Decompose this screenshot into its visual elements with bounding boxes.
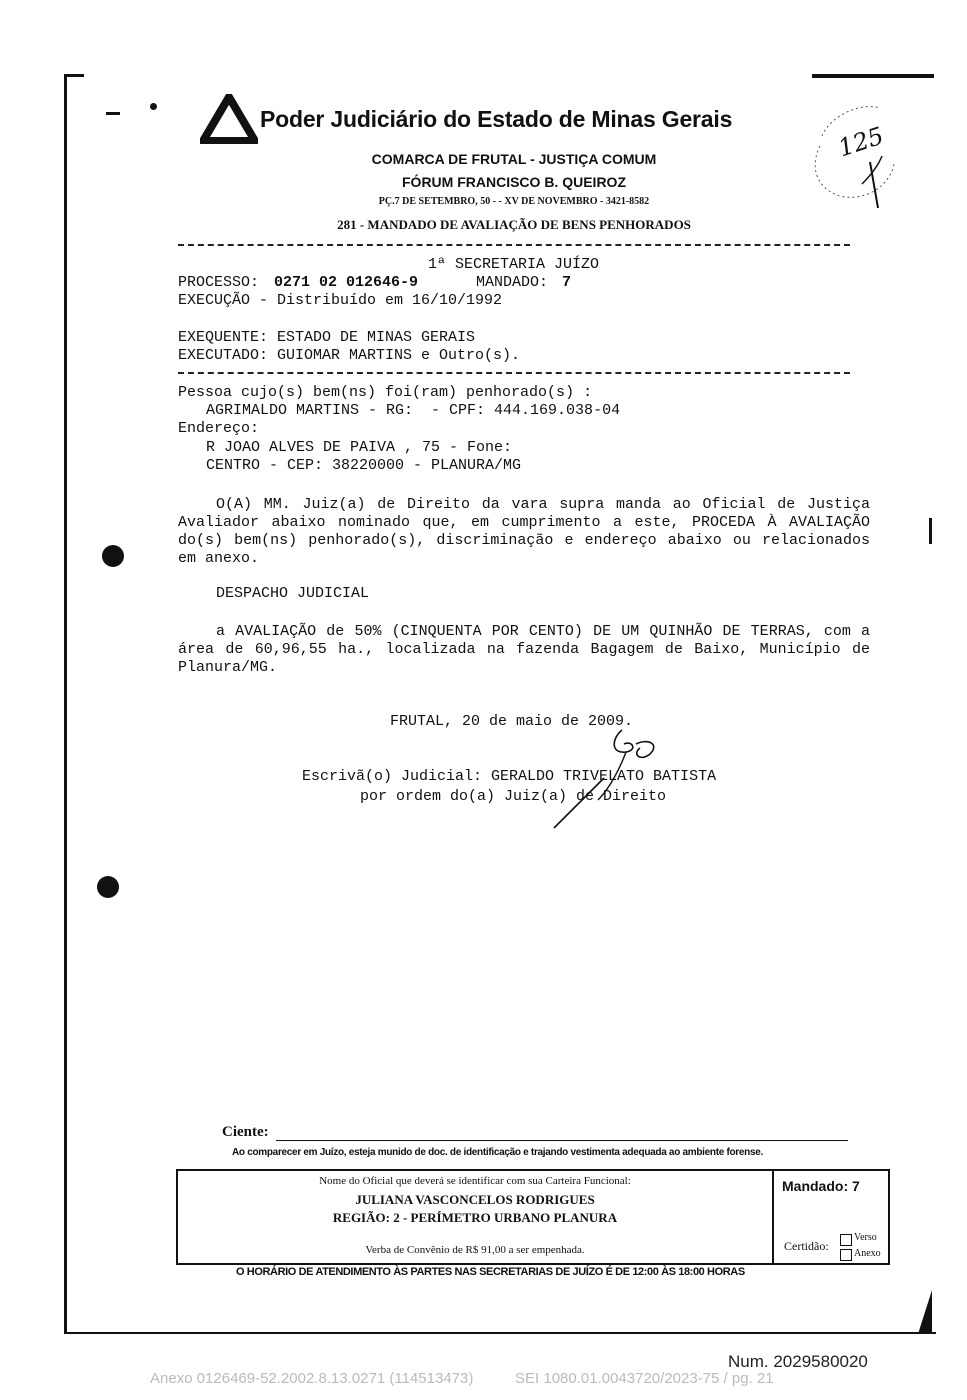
executado-line: EXECUTADO: GUIOMAR MARTINS e Outro(s).: [178, 347, 521, 364]
officer-label: Nome do Oficial que deverá se identificar com sua Carteira Funcional:: [319, 1175, 631, 1187]
despacho-paragraph: a AVALIAÇÃO de 50% (CINQUENTA POR CENTO) DE UM QUINHÃO DE TERRAS, com a área de 60,96,55 ha., localizada na fazenda Bagagem de Baixo, Município de Planura/MG.: [178, 623, 870, 676]
verso-label: Verso: [854, 1232, 877, 1243]
handwritten-page-number: 125: [834, 121, 888, 163]
mandado-box-label: Mandado: 7: [782, 1178, 860, 1194]
person-name-line: AGRIMALDO MARTINS - RG: - CPF: 444.169.038-04: [206, 402, 621, 419]
anexo-label: Anexo: [854, 1248, 881, 1259]
address-line: PÇ.7 DE SETEMBRO, 50 - - XV DE NOVEMBRO - 3421-8582: [378, 196, 650, 207]
person-label: Pessoa cujo(s) bem(ns) foi(ram) penhorado(s) :: [178, 384, 593, 401]
punch-hole-top: [102, 545, 124, 567]
ciente-label: Ciente:: [222, 1124, 269, 1140]
court-title: Poder Judiciário do Estado de Minas Gerais: [260, 106, 733, 132]
punch-hole-bottom: [97, 876, 119, 898]
comarca-line: COMARCA DE FRUTAL - JUSTIÇA COMUM: [371, 151, 657, 167]
mandado-label: MANDADO:: [476, 274, 549, 291]
certidao-label: Certidão:: [784, 1239, 829, 1253]
verso-checkbox[interactable]: [840, 1234, 852, 1246]
court-logo-icon: [200, 94, 258, 144]
processo-number: 0271 02 012646-9: [274, 274, 419, 291]
sei-reference-stamp: Anexo 0126469-52.2002.8.13.0271 (114513473) SEI 1080.01.0043720/2023-75 / pg. 21: [150, 1370, 774, 1387]
officer-name: JULIANA VASCONCELOS RODRIGUES: [355, 1192, 595, 1207]
anexo-checkbox[interactable]: [840, 1249, 852, 1261]
office-hours: O HORÁRIO DE ATENDIMENTO ÀS PARTES NAS SECRETARIAS DE JUÍZO É DE 12:00 ÀS 18:00 HORAS: [236, 1266, 745, 1278]
processo-label: PROCESSO:: [178, 274, 260, 291]
despacho-title: DESPACHO JUDICIAL: [216, 585, 370, 602]
scan-mark-top-right: [812, 74, 934, 78]
scan-mark-right: [929, 518, 932, 544]
court-notice: Ao comparecer em Juízo, esteja munido de doc. de identificação e trajando vestimenta adequada ao ambiente forense.: [232, 1147, 763, 1158]
forum-line: FÓRUM FRANCISCO B. QUEIROZ: [402, 174, 626, 190]
officer-box-divider: [772, 1170, 774, 1264]
page-frame-bottom: [64, 1332, 936, 1334]
street-line: R JOAO ALVES DE PAIVA , 75 - Fone:: [206, 439, 513, 456]
scan-mark-bottom-right: [918, 1290, 932, 1334]
page-frame-left: [64, 74, 67, 1334]
separator-top: [178, 244, 850, 246]
separator-middle: [178, 372, 850, 374]
page-frame-top: [64, 74, 84, 77]
document-type: 281 - MANDADO DE AVALIAÇÃO DE BENS PENHORADOS: [337, 217, 691, 232]
city-line: CENTRO - CEP: 38220000 - PLANURA/MG: [206, 457, 522, 474]
fee-line: Verba de Convênio de R$ 91,00 a ser empenhada.: [365, 1244, 585, 1256]
address-label: Endereço:: [178, 420, 260, 437]
exequente-line: EXEQUENTE: ESTADO DE MINAS GERAIS: [178, 329, 476, 346]
order-paragraph: O(A) MM. Juiz(a) de Direito da vara supra manda ao Oficial de Justiça Avaliador abaixo nominado que, em cumprimento a este, PROCEDA À AVALIAÇÃO do(s) bem(ns) penhorado(s), discriminação e endereço abaixo ou relacionados em anexo.: [178, 496, 870, 567]
scan-speck: [106, 112, 120, 115]
officer-region: REGIÃO: 2 - PERÍMETRO URBANO PLANURA: [332, 1210, 618, 1225]
handwritten-signature: [540, 718, 670, 834]
document-number-stamp: Num. 2029580020: [728, 1352, 868, 1371]
ciente-signature-line: [276, 1140, 848, 1141]
scan-speck: [150, 103, 157, 110]
place-date: FRUTAL, 20 de maio de 2009.: [390, 713, 634, 730]
execucao-line: EXECUÇÃO - Distribuído em 16/10/1992: [178, 292, 503, 309]
signer-role: por ordem do(a) Juiz(a) de Direito: [360, 788, 667, 805]
secretaria: 1ª SECRETARIA JUÍZO: [428, 256, 600, 273]
mandado-number: 7: [562, 274, 572, 291]
signer-line: Escrivã(o) Judicial: GERALDO TRIVELATO BATISTA: [302, 768, 717, 785]
